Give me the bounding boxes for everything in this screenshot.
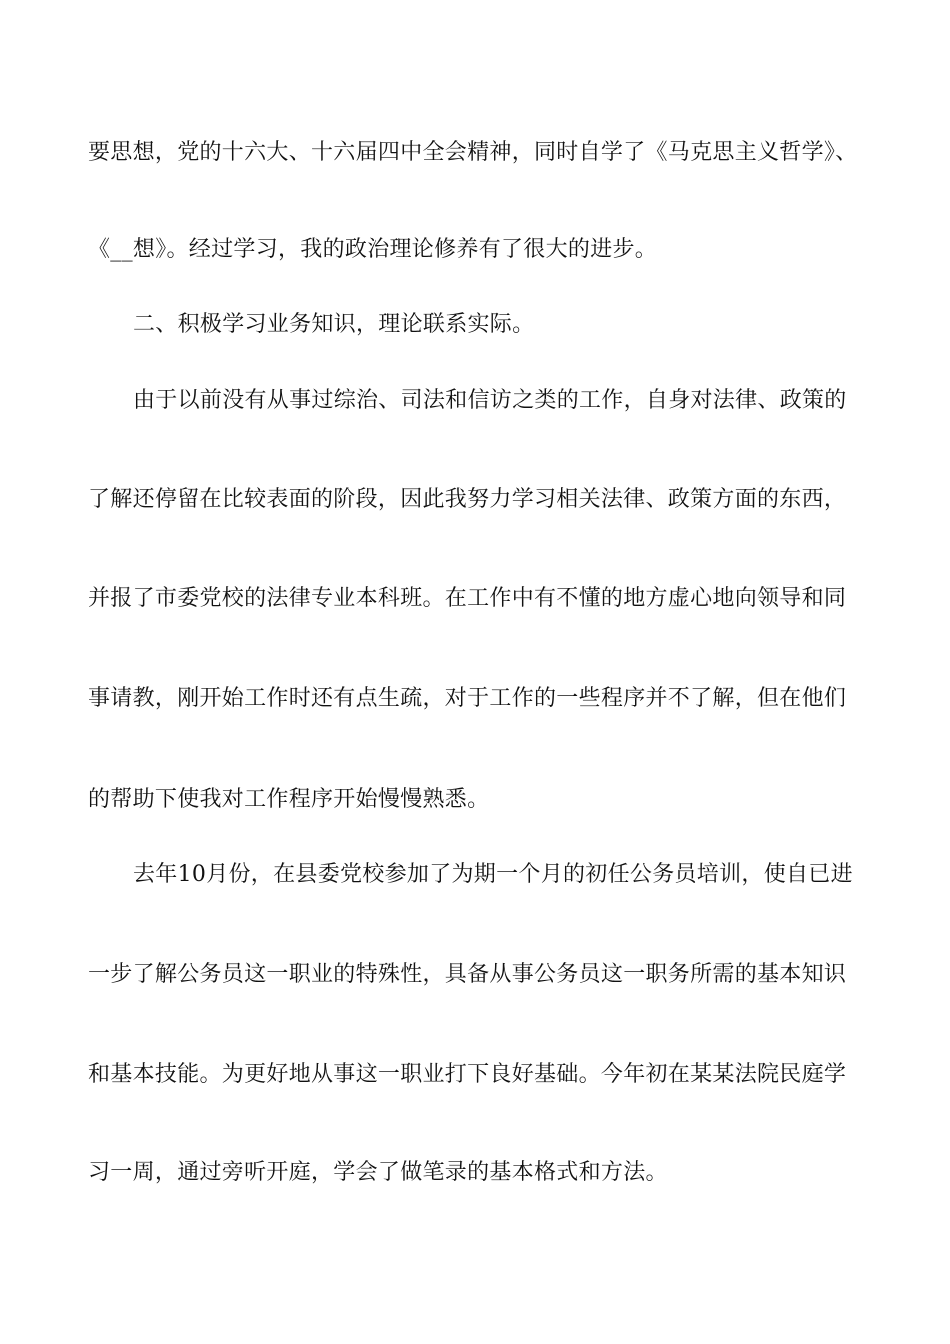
section-heading: 二、积极学习业务知识，理论联系实际。 [133,312,535,337]
text-line: 的帮助下使我对工作程序开始慢慢熟悉。 [88,787,490,812]
text-line: 由于以前没有从事过综治、司法和信访之类的工作，自身对法律、政策的 [133,388,847,413]
text-line: 并报了市委党校的法律专业本科班。在工作中有不懂的地方虚心地向领导和同 [88,586,847,611]
text-line: 事请教，刚开始工作时还有点生疏，对于工作的一些程序并不了解，但在他们 [88,686,847,711]
text-line: 和基本技能。为更好地从事这一职业打下良好基础。今年初在某某法院民庭学 [88,1062,847,1087]
text-line: 去年10月份，在县委党校参加了为期一个月的初任公务员培训，使自已进 [133,862,853,887]
text-line: 一步了解公务员这一职业的特殊性，具备从事公务员这一职务所需的基本知识 [88,962,847,987]
text-line: 了解还停留在比较表面的阶段，因此我努力学习相关法律、政策方面的东西， [88,487,847,512]
text-line: 习一周，通过旁听开庭，学会了做笔录的基本格式和方法。 [88,1160,668,1185]
text-line: 《__想》。经过学习，我的政治理论修养有了很大的进步。 [88,237,658,262]
text-line: 要思想，党的十六大、十六届四中全会精神，同时自学了《马克思主义哲学》、 [88,140,858,165]
